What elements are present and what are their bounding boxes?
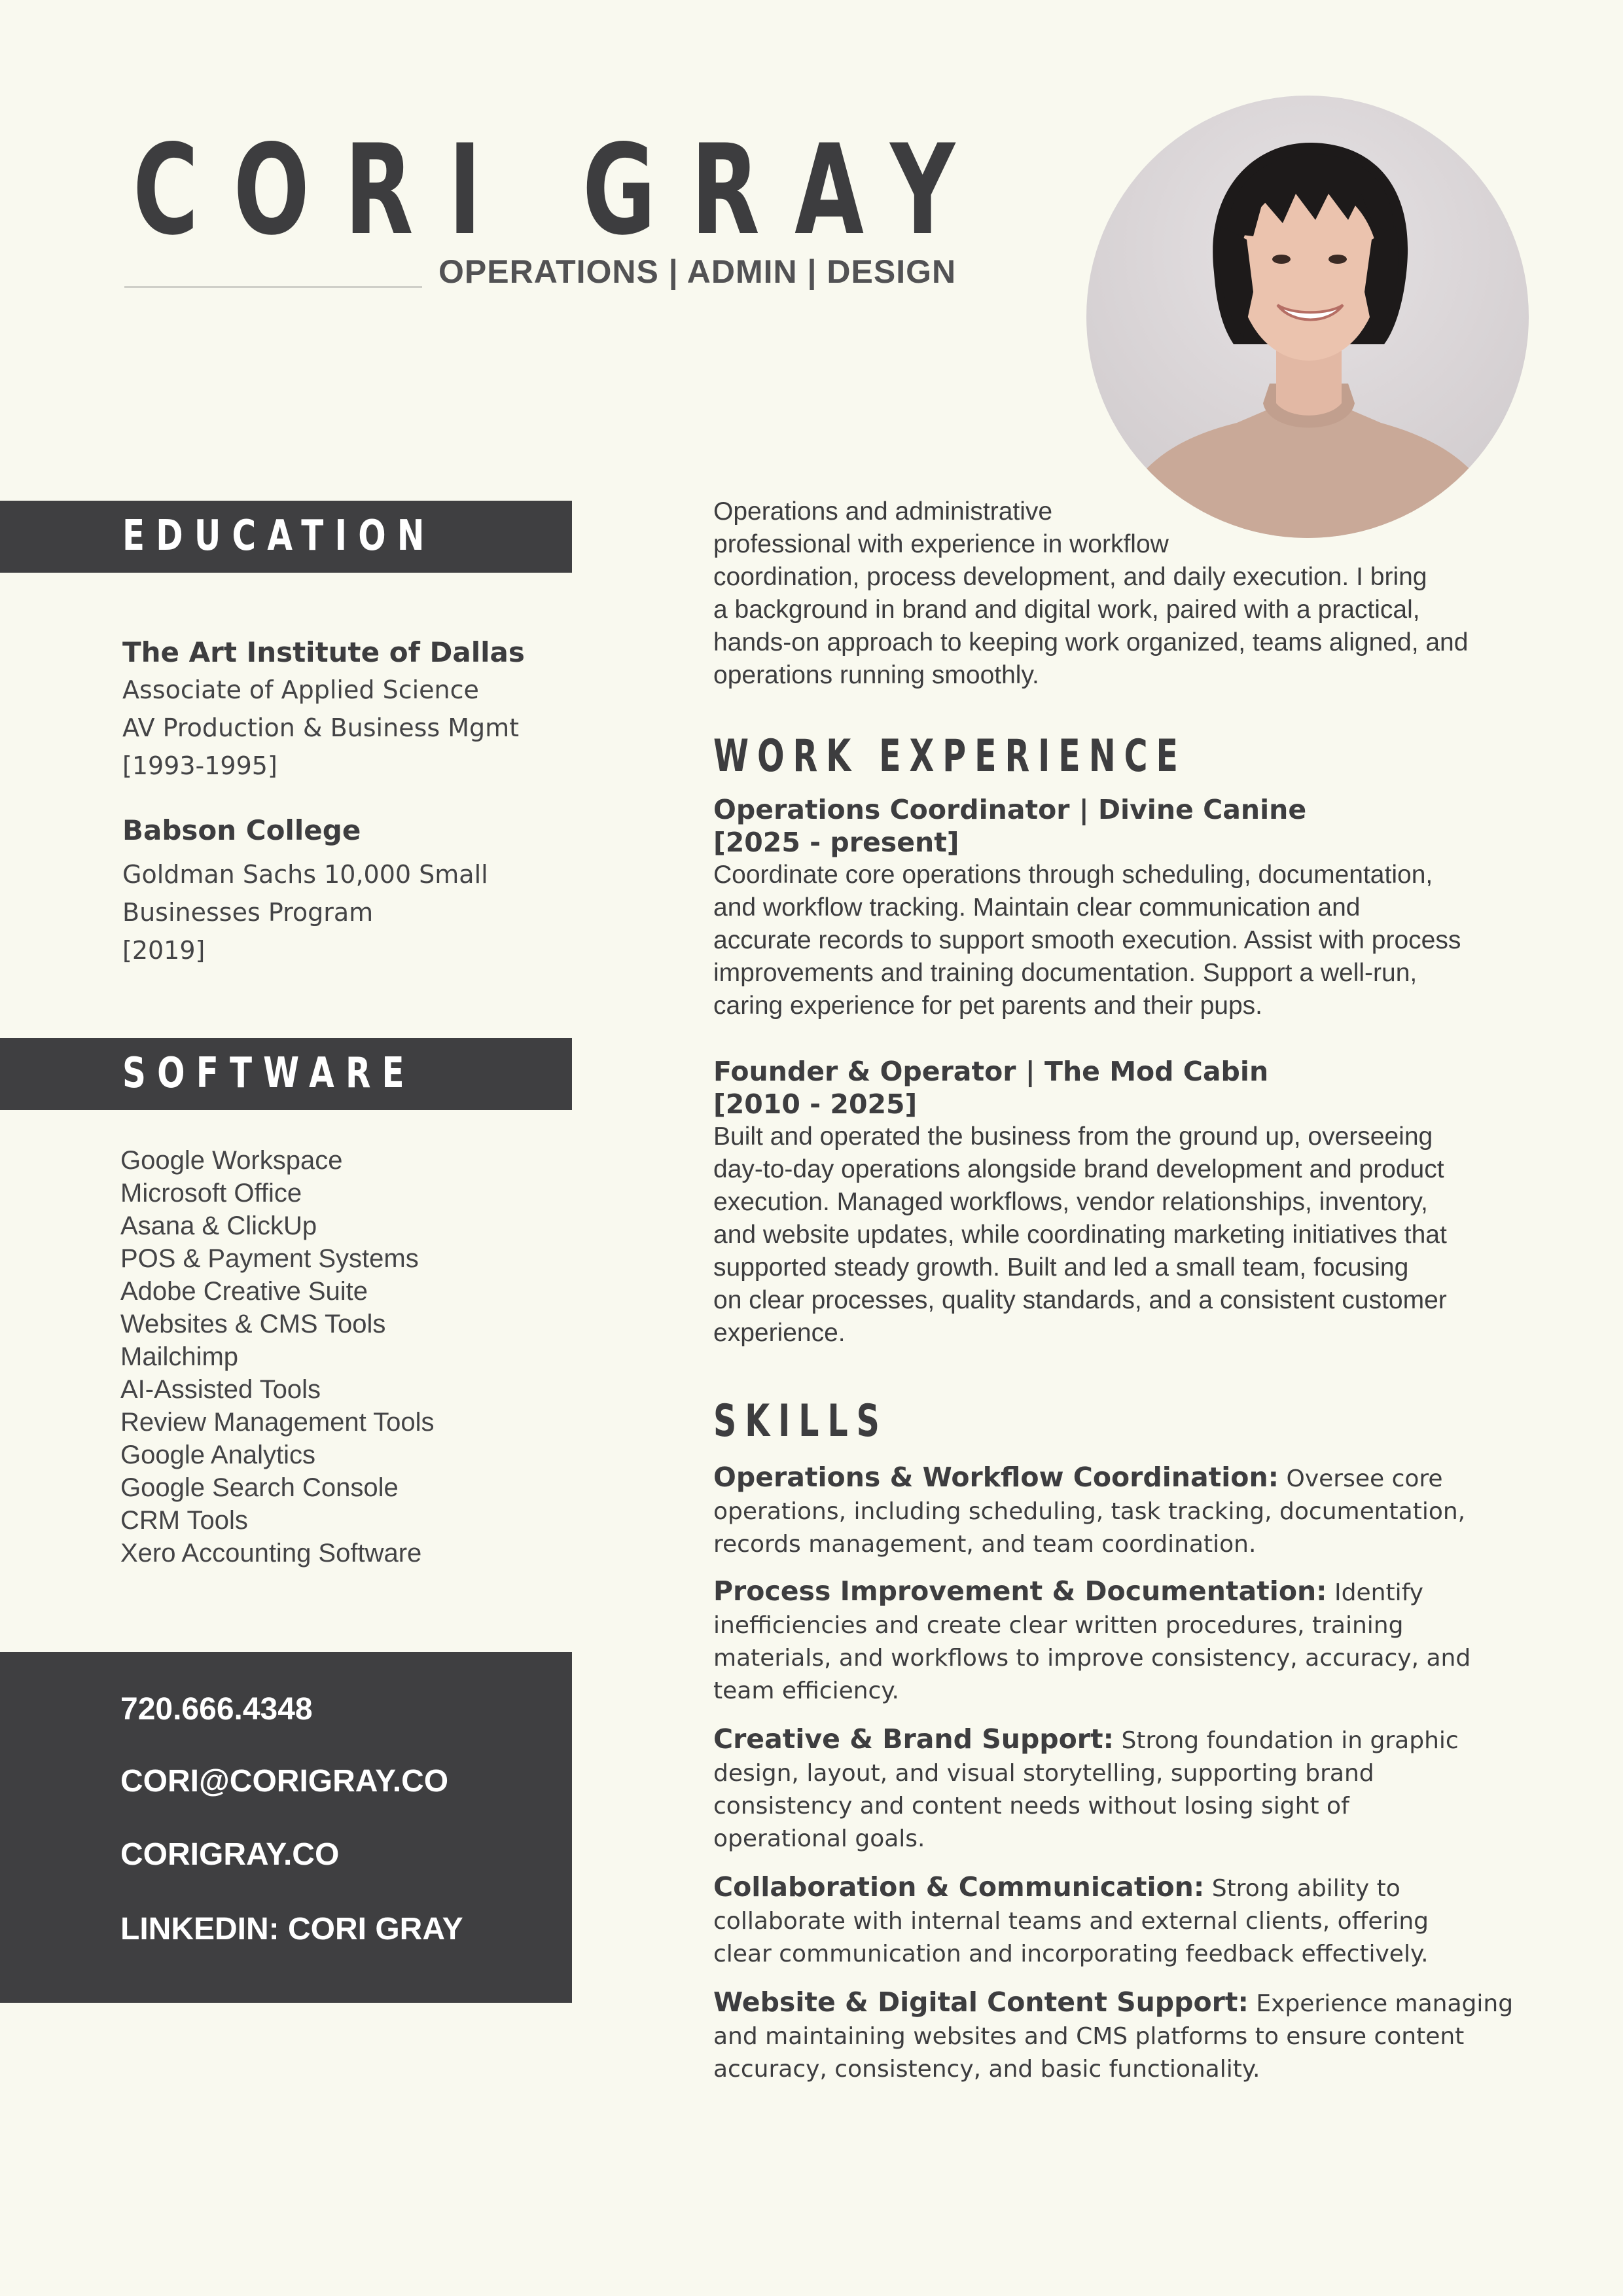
portrait-illustration xyxy=(1086,96,1529,538)
dates-line: [2019] xyxy=(122,935,205,965)
job-entry xyxy=(713,793,1486,1022)
education-entry xyxy=(122,635,525,785)
job-desc-line: supported steady growth. Built and led a small team, focusing xyxy=(713,1253,1409,1282)
intro-line: coordination, process development, and daily execution. I bring xyxy=(713,563,1427,591)
school-name: Babson College xyxy=(122,814,361,846)
job-entry xyxy=(713,1055,1486,1350)
job-dates: [2010 - 2025] xyxy=(713,1088,918,1120)
education-section-header xyxy=(0,501,572,573)
list-item: Mailchimp xyxy=(120,1342,239,1371)
list-item: Microsoft Office xyxy=(120,1179,302,1208)
intro-line: operations running smoothly. xyxy=(713,661,1039,689)
job-desc-line: day-to-day operations alongside brand development and product xyxy=(713,1155,1444,1183)
skill-title: Operations & Workflow Coordination: xyxy=(713,1462,1279,1493)
job-desc-line: experience. xyxy=(713,1319,846,1347)
skill-text: and maintaining websites and CMS platforms to ensure content xyxy=(713,2023,1465,2050)
intro-line: professional with experience in workflow xyxy=(713,530,1169,558)
list-item: Xero Accounting Software xyxy=(120,1539,422,1568)
list-item: Asana & ClickUp xyxy=(120,1211,317,1240)
job-desc-line: execution. Managed workflows, vendor relationships, inventory, xyxy=(713,1188,1428,1216)
software-list xyxy=(120,1144,435,1570)
software-section-header xyxy=(0,1038,572,1110)
skill-text: collaborate with internal teams and external clients, offering xyxy=(713,1908,1429,1935)
profile-photo xyxy=(1086,96,1529,538)
work-experience-heading: WORK EXPERIENCE xyxy=(713,730,1186,782)
header-divider xyxy=(124,286,422,288)
skill-text: Experience managing xyxy=(1256,1990,1514,2017)
list-item: Review Management Tools xyxy=(120,1408,435,1437)
program-line: Goldman Sachs 10,000 Small xyxy=(122,859,488,889)
skill-text: team efficiency. xyxy=(713,1677,899,1704)
intro-line: hands-on approach to keeping work organized, teams aligned, and xyxy=(713,628,1469,656)
contact-box xyxy=(0,1652,572,2003)
education-entry xyxy=(122,813,488,969)
job-title: Operations Coordinator | Divine Canine xyxy=(713,794,1307,825)
job-desc-line: improvements and training documentation. Support a well-run, xyxy=(713,959,1418,987)
skill-text: Strong ability to xyxy=(1211,1875,1400,1902)
software-heading: SOFTWARE xyxy=(122,1049,416,1098)
skill-text: Identify xyxy=(1334,1579,1423,1606)
program-line: Businesses Program xyxy=(122,897,374,927)
school-name: The Art Institute of Dallas xyxy=(122,636,525,668)
job-desc-line: accurate records to support smooth execution. Assist with process xyxy=(713,926,1461,954)
subtitle: OPERATIONS | ADMIN | DESIGN xyxy=(438,253,957,290)
list-item: Google Analytics xyxy=(120,1441,315,1469)
job-desc-line: caring experience for pet parents and their pups. xyxy=(713,992,1263,1020)
skill-title: Collaboration & Communication: xyxy=(713,1871,1205,1903)
list-item: POS & Payment Systems xyxy=(120,1244,419,1273)
list-item: AI-Assisted Tools xyxy=(120,1375,321,1404)
phone-number[interactable]: 720.666.4348 xyxy=(120,1692,313,1727)
list-item: Adobe Creative Suite xyxy=(120,1277,368,1306)
email-link[interactable]: CORI@CORIGRAY.CO xyxy=(120,1764,449,1799)
dates-line: [1993-1995] xyxy=(122,751,277,780)
list-item: Google Workspace xyxy=(120,1146,343,1175)
skill-entry xyxy=(713,1461,1486,1561)
skill-entry xyxy=(713,1575,1486,1708)
intro-line: a background in brand and digital work, paired with a practical, xyxy=(713,596,1420,624)
skill-text: inefficiencies and create clear written procedures, training xyxy=(713,1612,1404,1639)
program-line: AV Production & Business Mgmt xyxy=(122,713,520,742)
job-dates: [2025 - present] xyxy=(713,827,959,858)
website-link[interactable]: CORIGRAY.CO xyxy=(120,1837,340,1872)
skill-title: Process Improvement & Documentation: xyxy=(713,1575,1327,1607)
skill-text: design, layout, and visual storytelling, supporting brand xyxy=(713,1760,1374,1787)
skill-text: Oversee core xyxy=(1286,1465,1443,1492)
job-desc-line: Built and operated the business from the ground up, overseeing xyxy=(713,1122,1433,1151)
skill-text: materials, and workflows to improve consistency, accuracy, and xyxy=(713,1645,1471,1672)
job-desc-line: and website updates, while coordinating marketing initiatives that xyxy=(713,1221,1447,1249)
job-desc-line: on clear processes, quality standards, and a consistent customer xyxy=(713,1286,1447,1314)
skill-text: consistency and content needs without losing sight of xyxy=(713,1793,1349,1820)
page-title: CORI GRAY xyxy=(133,118,990,262)
intro-summary xyxy=(713,495,1486,692)
skills-heading: SKILLS xyxy=(713,1395,888,1447)
linkedin-link[interactable]: LINKEDIN: CORI GRAY xyxy=(120,1912,463,1946)
skill-entry xyxy=(713,1986,1514,2086)
skill-entry xyxy=(713,1871,1486,1971)
skill-text: clear communication and incorporating feedback effectively. xyxy=(713,1941,1429,1967)
skill-text: records management, and team coordination. xyxy=(713,1531,1257,1558)
education-heading: EDUCATION xyxy=(122,512,436,560)
job-desc-line: Coordinate core operations through scheduling, documentation, xyxy=(713,861,1433,889)
degree-line: Associate of Applied Science xyxy=(122,675,479,704)
skill-title: Creative & Brand Support: xyxy=(713,1723,1115,1755)
skill-text: accuracy, consistency, and basic functionality. xyxy=(713,2056,1260,2083)
list-item: CRM Tools xyxy=(120,1506,248,1535)
skill-text: operations, including scheduling, task tracking, documentation, xyxy=(713,1498,1466,1525)
skill-entry xyxy=(713,1723,1486,1856)
intro-line: Operations and administrative xyxy=(713,497,1053,526)
list-item: Google Search Console xyxy=(120,1473,399,1502)
list-item: Websites & CMS Tools xyxy=(120,1310,386,1338)
job-desc-line: and workflow tracking. Maintain clear communication and xyxy=(713,893,1361,922)
skill-title: Website & Digital Content Support: xyxy=(713,1986,1249,2018)
job-title: Founder & Operator | The Mod Cabin xyxy=(713,1056,1269,1087)
skill-text: Strong foundation in graphic xyxy=(1121,1727,1459,1754)
skill-text: operational goals. xyxy=(713,1825,925,1852)
